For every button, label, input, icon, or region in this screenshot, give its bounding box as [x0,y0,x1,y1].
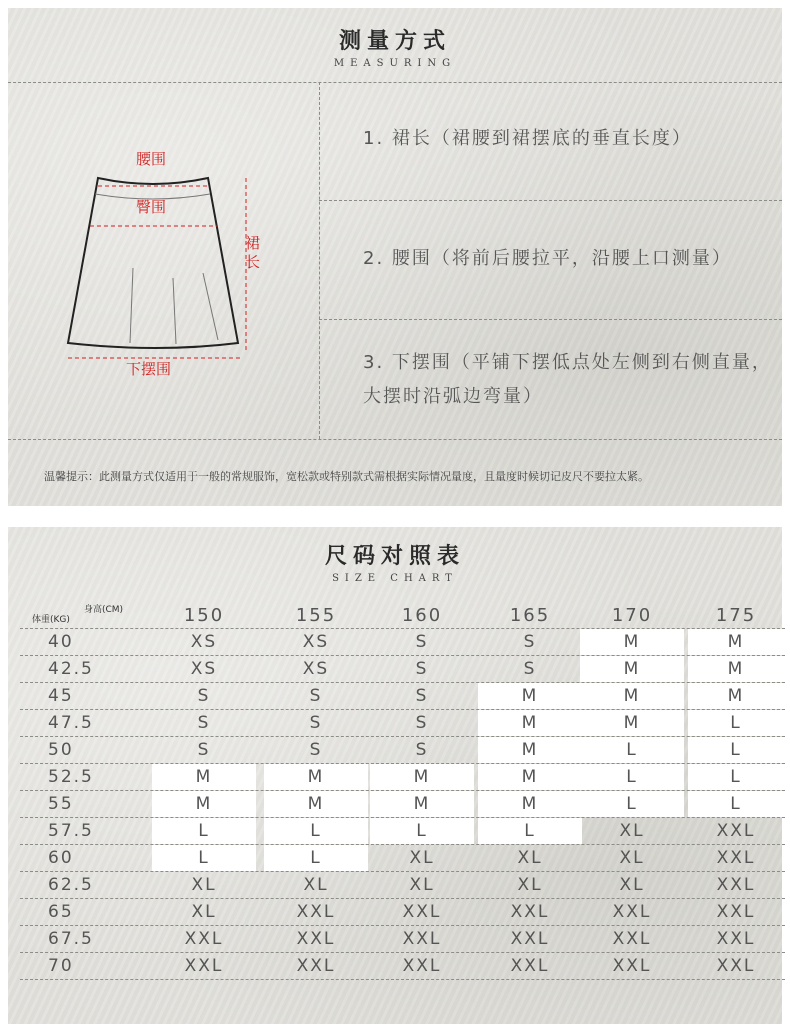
size-cell: XXL [296,902,336,922]
weight-cell: 60 [48,848,74,868]
size-cell: L [370,818,474,844]
size-cell: XXL [184,929,224,949]
measuring-subtitle: MEASURING [333,58,457,69]
table-row [20,899,785,926]
weight-cell: 62.5 [48,875,94,895]
size-cell: M [478,683,582,709]
size-cell: L [580,764,684,790]
size-cell: XS [190,632,218,652]
table-row [20,926,785,953]
size-chart-title: 尺码对照表 [324,543,465,569]
size-cell: XXL [716,929,756,949]
size-cell: M [370,764,474,790]
size-cell: L [688,791,784,817]
size-cell: M [152,791,256,817]
weight-cell: 52.5 [48,767,94,787]
tip-note: 温馨提示：此测量方式仅适用于一般的常规服饰，宽松款或特别款式需根据实际情况量度，且量度时候切记皮尺不要拉太紧。 [44,470,649,483]
size-cell: XXL [510,956,550,976]
size-cell: XXL [716,875,756,895]
size-cell: M [478,764,582,790]
size-cell: XXL [184,956,224,976]
height-header: 170 [611,605,653,626]
size-cell: S [197,686,211,706]
hip-label: 臀围 [136,198,167,216]
corner-weight-label: 体重(KG) [32,615,70,625]
weight-cell: 67.5 [48,929,94,949]
size-cell: M [478,737,582,763]
corner-height-label: 身高(CM) [84,605,124,615]
size-cell: XXL [296,956,336,976]
length-label-1: 裙 [245,234,261,252]
pleat-line [130,268,133,343]
size-cell: S [415,632,429,652]
height-header: 165 [509,605,551,626]
height-header: 160 [401,605,443,626]
size-cell: L [152,845,256,871]
size-cell: XL [191,875,217,895]
size-cell: M [264,764,368,790]
table-row [20,737,785,764]
length-label-2: 长 [245,253,261,271]
table-header-row [20,602,785,629]
table-row [20,629,785,656]
size-cell: L [688,737,784,763]
size-cell: XXL [716,821,756,841]
size-cell: XXL [612,956,652,976]
size-cell: M [580,656,684,682]
step-1: 1. 裙长（裙腰到裙摆底的垂直长度） [363,128,692,149]
waist-label: 腰围 [136,150,167,168]
divider [319,200,782,201]
size-cell: XL [619,848,645,868]
size-cell: XXL [716,848,756,868]
weight-cell: 57.5 [48,821,94,841]
weight-cell: 42.5 [48,659,94,679]
size-cell: M [264,791,368,817]
size-cell: M [478,791,582,817]
pleat-line [173,278,176,344]
size-cell: L [478,818,582,844]
size-cell: L [264,845,368,871]
size-cell: XXL [716,956,756,976]
measuring-heading [8,24,782,69]
height-header: 150 [183,605,225,626]
step-2: 2. 腰围（将前后腰拉平，沿腰上口测量） [363,248,732,269]
size-cell: XXL [510,902,550,922]
size-cell: M [580,629,684,655]
size-cell: L [688,764,784,790]
size-cell: S [415,740,429,760]
size-cell: XXL [296,929,336,949]
size-cell: XL [619,875,645,895]
size-cell: XXL [612,902,652,922]
size-cell: M [688,629,784,655]
size-cell: L [580,791,684,817]
size-cell: XL [517,848,543,868]
size-cell: M [580,683,684,709]
size-cell: XS [302,632,330,652]
size-cell: S [309,686,323,706]
size-cell: S [197,713,211,733]
size-cell: XL [191,902,217,922]
size-cell: L [688,710,784,736]
table-row [20,791,785,818]
size-cell: M [370,791,474,817]
size-cell: XS [302,659,330,679]
size-cell: XL [409,875,435,895]
size-chart-heading [8,539,782,584]
divider [8,439,782,440]
size-chart-subtitle: SIZE CHART [332,573,458,584]
size-cell: S [523,659,537,679]
weight-cell: 50 [48,740,74,760]
measuring-panel [8,8,782,506]
divider [319,82,320,439]
size-cell: XXL [716,902,756,922]
size-cell: XXL [402,929,442,949]
table-row [20,818,785,845]
size-cell: S [309,740,323,760]
size-cell: XL [517,875,543,895]
size-cell: S [415,713,429,733]
weight-cell: 70 [48,956,74,976]
size-cell: S [197,740,211,760]
size-cell: S [309,713,323,733]
step-3: 3. 下摆围（平铺下摆低点处左侧到右侧直量，大摆时沿弧边弯量） [363,352,772,407]
size-cell: XXL [402,902,442,922]
size-cell: XXL [612,929,652,949]
divider [319,319,782,320]
table-row [20,845,785,872]
size-cell: M [478,710,582,736]
table-row [20,683,785,710]
size-cell: M [688,656,784,682]
size-cell: M [152,764,256,790]
size-cell: XL [409,848,435,868]
pleat-line [203,273,218,340]
table-row [20,656,785,683]
weight-cell: 40 [48,632,74,652]
size-cell: XS [190,659,218,679]
weight-cell: 45 [48,686,74,706]
size-cell: L [580,737,684,763]
divider [8,82,782,83]
table-row [20,710,785,737]
size-cell: XL [619,821,645,841]
table-row [20,953,785,980]
size-cell: M [580,710,684,736]
size-cell: S [523,632,537,652]
size-cell: XXL [510,929,550,949]
size-cell: M [688,683,784,709]
weight-cell: 55 [48,794,74,814]
height-header: 155 [295,605,337,626]
height-header: 175 [715,605,757,626]
size-cell: S [415,686,429,706]
table-row [20,872,785,899]
size-cell: L [152,818,256,844]
weight-cell: 65 [48,902,74,922]
size-cell: S [415,659,429,679]
size-chart-panel [8,527,782,1024]
size-cell: L [264,818,368,844]
hem-label: 下摆围 [126,360,172,378]
measuring-title: 测量方式 [338,28,451,54]
size-cell: XXL [402,956,442,976]
weight-cell: 47.5 [48,713,94,733]
table-row [20,764,785,791]
size-cell: XL [303,875,329,895]
